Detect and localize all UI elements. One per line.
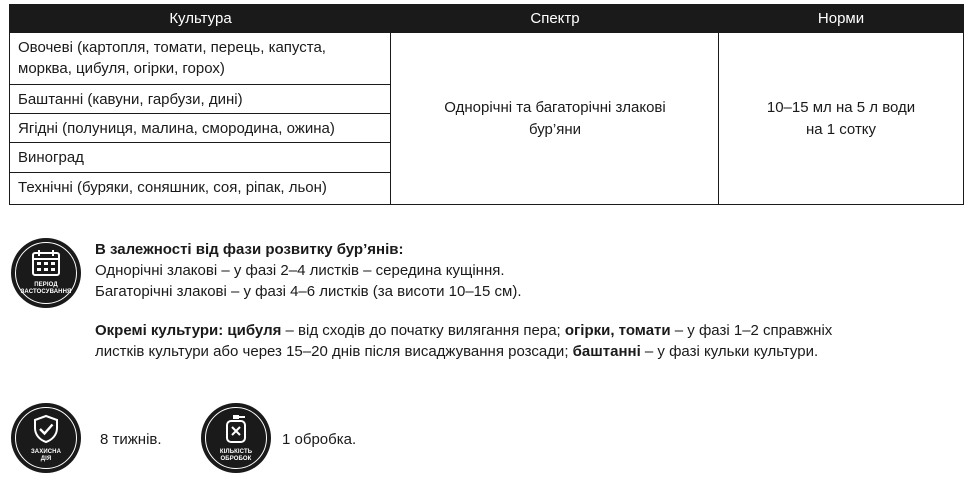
- onion-label: цибуля: [227, 322, 282, 339]
- culture-text: морква, цибуля, огірки, горох): [18, 60, 225, 77]
- header-norm: Норми: [817, 10, 865, 27]
- culture-text: Овочеві (картопля, томати, перець, капуста,: [18, 39, 326, 56]
- culture-row-vegetables: [10, 33, 391, 85]
- badge-label-line: ДІЯ: [40, 456, 52, 462]
- period-heading: [95, 239, 403, 260]
- treatments-badge: [201, 403, 271, 473]
- cucumbers-text: – у фазі 1–2 справжніх: [670, 322, 833, 339]
- sprayer-icon: [221, 414, 251, 444]
- norm-cell: [719, 33, 963, 204]
- shield-check-icon: [31, 414, 61, 444]
- table-header: [10, 5, 963, 33]
- header-spectrum: Спектр: [530, 10, 580, 27]
- culture-text: Технічні (буряки, соняшник, соя, ріпак, льон): [18, 179, 327, 196]
- protection-badge: [11, 403, 81, 473]
- separate-label: Окремі культури:: [95, 322, 224, 339]
- culture-text: Баштанні (кавуни, гарбузи, дині): [18, 91, 243, 108]
- period-line-perennial: Багаторічні злакові – у фазі 4–6 листків (за висоти 10–15 см).: [95, 283, 522, 300]
- badge-label-line: ОБРОБОК: [220, 456, 252, 462]
- melons-text: – у фазі кульки культури.: [640, 343, 819, 360]
- culture-text: Ягідні (полуниця, малина, смородина, ожина): [18, 120, 335, 137]
- badge-label-line: ЗАХИСНА: [30, 449, 62, 455]
- period-badge: [11, 238, 81, 308]
- cucumbers-label: огірки, томати: [564, 322, 671, 339]
- separate-cultures-line1: [95, 320, 832, 341]
- header-culture: Культура: [169, 10, 232, 27]
- culture-text: Виноград: [18, 149, 84, 166]
- spectrum-text: Однорічні та багаторічні злакові: [444, 98, 666, 116]
- badge-label: [17, 449, 75, 463]
- calendar-icon: [31, 249, 61, 277]
- culture-row-grapes: [10, 143, 391, 173]
- badge-label-line: ЗАСТОСУВАННЯ: [20, 289, 72, 295]
- separate-line2-text: листків культури або через 15–20 днів після висаджування розсади;: [95, 343, 573, 360]
- melons-label: баштанні: [572, 343, 641, 360]
- onion-text: – від сходів до початку вилягання пера;: [281, 322, 565, 339]
- separate-cultures-line2: [95, 341, 818, 362]
- badge-label-line: ПЕРІОД: [34, 282, 58, 288]
- culture-row-berries: [10, 114, 391, 143]
- herbicide-table: [9, 4, 964, 205]
- culture-row-melons: [10, 85, 391, 114]
- spectrum-cell: [391, 33, 719, 204]
- badge-label: [17, 282, 75, 296]
- badge-label: [207, 449, 265, 463]
- badge-label-line: КІЛЬКІСТЬ: [219, 449, 253, 455]
- period-heading-text: В залежності від фази розвитку бур’янів:: [95, 241, 404, 258]
- culture-column: [10, 33, 391, 204]
- spectrum-text: бур’яни: [528, 120, 582, 138]
- protection-value: 8 тижнів.: [100, 431, 162, 448]
- treatments-value: 1 обробка.: [282, 431, 357, 448]
- period-line-annual: Однорічні злакові – у фазі 2–4 листків – середина кущіння.: [95, 262, 505, 279]
- norm-text: на 1 сотку: [805, 120, 877, 138]
- culture-row-industrial: [10, 173, 391, 204]
- norm-text: 10–15 мл на 5 л води: [766, 98, 916, 116]
